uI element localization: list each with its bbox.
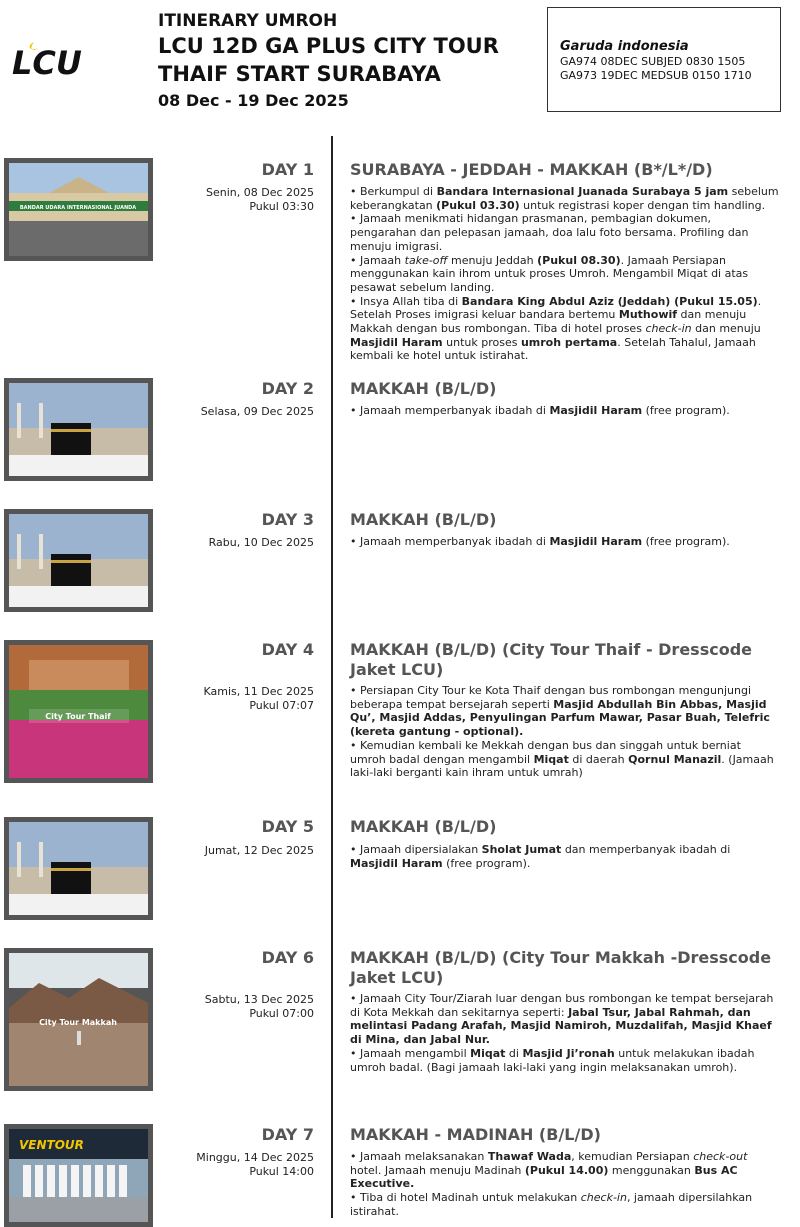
- header-line1: ITINERARY UMROH: [158, 11, 338, 31]
- description-bullet: • Jamaah memperbanyak ibadah di Masjidil Haram (free program).: [350, 404, 730, 417]
- day-description: [350, 404, 780, 418]
- day-photo: [4, 1124, 153, 1227]
- timeline-divider: [331, 136, 333, 1218]
- day-date-text: Senin, 08 Dec 2025: [205, 186, 314, 199]
- day-date-text: Rabu, 10 Dec 2025: [208, 536, 314, 549]
- day-photo: [4, 640, 153, 783]
- description-bullet: • Jamaah City Tour/Ziarah luar dengan bus rombongan ke tempat bersejarah di Kota Mekkah dan sekitarnya seperti: Jabal Tsur, Jabal Rahmah, dan melintasi Padang Arafah, Masjid Namiroh, Muzdalifah, Masjid Khaef di Mina, dan Jabal Nur.: [350, 992, 774, 1047]
- description-bullet: • Insya Allah tiba di Bandara King Abdul Aziz (Jeddah) (Pukul 15.05). Setelah Proses imigrasi keluar bandara bertemu Muthowif dan menuju Makkah dengan bus rombongan. Tiba di hotel proses check-in dan menuju Masjidil Haram untuk proses umroh pertama. Setelah Tahalul, Jamaah kembali ke hotel untuk istirahat.: [350, 294, 762, 363]
- header: [0, 0, 800, 130]
- photo-caption: City Tour Makkah: [39, 1018, 117, 1027]
- day-description: [350, 992, 780, 1074]
- day-label: DAY 4: [261, 640, 314, 659]
- flight-info-box: [547, 7, 781, 112]
- day-title: SURABAYA - JEDDAH - MAKKAH (B*/L*/D): [350, 160, 713, 179]
- day-time-text: Pukul 07:07: [249, 699, 314, 712]
- day-date: [206, 186, 314, 214]
- description-bullet: • Persiapan City Tour ke Kota Thaif dengan bus rombongan mengunjungi beberapa tempat bersejarah seperti Masjid Abdullah Bin Abbas, Masjid Qu’, Masjid Addas, Penyulingan Parfum Mawar, Pasar Buah, Telefric (kereta gantung - optional).: [350, 684, 770, 739]
- day-description: [350, 1150, 780, 1219]
- photo-caption: City Tour Thaif: [45, 712, 111, 721]
- description-bullet: • Jamaah mengambil Miqat di Masjid Ji’ronah untuk melakukan ibadah umroh badal. (Bagi jamaah laki-laki yang ingin melaksanakan umroh).: [350, 1046, 755, 1074]
- header-dates: 08 Dec - 19 Dec 2025: [158, 91, 349, 110]
- day-label: DAY 5: [261, 817, 314, 836]
- day-title: MAKKAH (B/L/D): [350, 817, 497, 836]
- photo-caption: VENTOUR: [19, 1138, 84, 1152]
- day-description: [350, 535, 780, 549]
- day-title: MAKKAH (B/L/D): [350, 379, 497, 398]
- svg-text:LCU: LCU: [12, 44, 82, 80]
- day-date-text: Jumat, 12 Dec 2025: [204, 844, 314, 857]
- day-label: DAY 1: [261, 160, 314, 179]
- day-description: [350, 843, 780, 870]
- description-bullet: • Jamaah menikmati hidangan prasmanan, pembagian dokumen, pengarahan dan pelepasan jamaah, doa lalu foto bersama. Profiling dan menuju imigrasi.: [350, 212, 749, 253]
- day-date-text: Kamis, 11 Dec 2025: [203, 685, 314, 698]
- day-date: [196, 1151, 314, 1179]
- day-date-text: Minggu, 14 Dec 2025: [196, 1151, 314, 1164]
- day-title: MAKKAH - MADINAH (B/L/D): [350, 1125, 601, 1144]
- day-label: DAY 6: [261, 948, 314, 967]
- lcu-logo: [12, 36, 92, 80]
- day-label: DAY 3: [261, 510, 314, 529]
- day-time-text: Pukul 14:00: [249, 1165, 314, 1178]
- day-date: [209, 536, 314, 550]
- day-description: [350, 185, 780, 363]
- description-bullet: • Jamaah melaksanakan Thawaf Wada, kemudian Persiapan check-out hotel. Jamaah menuju Madinah (Pukul 14.00) menggunakan Bus AC Executive.: [350, 1150, 748, 1191]
- airline-name: Garuda indonesia: [560, 39, 689, 54]
- day-description: [350, 684, 780, 780]
- header-line3: THAIF START SURABAYA: [158, 62, 441, 86]
- day-photo: [4, 378, 153, 481]
- day-title: MAKKAH (B/L/D) (City Tour Thaif - Dresscode Jaket LCU): [350, 640, 752, 679]
- day-date: [201, 405, 314, 419]
- description-bullet: • Jamaah memperbanyak ibadah di Masjidil Haram (free program).: [350, 535, 730, 548]
- day-date: [203, 685, 314, 713]
- day-photo: [4, 509, 153, 612]
- day-time-text: Pukul 03:30: [249, 200, 314, 213]
- day-photo: [4, 817, 153, 920]
- day-title: MAKKAH (B/L/D): [350, 510, 497, 529]
- day-photo: [4, 158, 153, 261]
- day-title: MAKKAH (B/L/D) (City Tour Makkah -Dresscode Jaket LCU): [350, 948, 772, 987]
- description-bullet: • Kemudian kembali ke Mekkah dengan bus dan singgah untuk berniat umroh badal dengan mengambil Miqat di daerah Qornul Manazil. (Jamaah laki-laki berganti kain ihram untuk umrah): [350, 738, 774, 780]
- title-block: [158, 10, 538, 112]
- description-bullet: • Jamaah take-off menuju Jeddah (Pukul 08.30). Jamaah Persiapan menggunakan kain ihrom untuk proses Umroh. Mengambil Miqat di atas pesawat sebelum landing.: [350, 253, 749, 294]
- header-line2: LCU 12D GA PLUS CITY TOUR: [158, 34, 499, 58]
- day-time-text: Pukul 07:00: [249, 1007, 314, 1020]
- description-bullet: • Tiba di hotel Madinah untuk melakukan check-in, jamaah dipersilahkan istirahat.: [350, 1191, 753, 1218]
- description-bullet: • Jamaah dipersialakan Sholat Jumat dan memperbanyak ibadah di Masjidil Haram (free program).: [350, 843, 731, 870]
- day-date: [205, 844, 314, 858]
- day-date-text: Sabtu, 13 Dec 2025: [204, 993, 314, 1006]
- day-photo: [4, 948, 153, 1091]
- description-bullet: • Berkumpul di Bandara Internasional Juanada Surabaya 5 jam sebelum keberangkatan (Pukul 03.30) untuk registrasi koper dengan tim handling.: [350, 185, 779, 212]
- photo-caption: BANDAR UDARA INTERNASIONAL JUANDA: [19, 205, 137, 211]
- flight-leg: GA973 19DEC MEDSUB 0150 1710: [560, 69, 752, 82]
- day-date: [205, 993, 314, 1021]
- day-label: DAY 7: [261, 1125, 314, 1144]
- day-label: DAY 2: [261, 379, 314, 398]
- flight-leg: GA974 08DEC SUBJED 0830 1505: [560, 55, 746, 68]
- day-date-text: Selasa, 09 Dec 2025: [200, 405, 314, 418]
